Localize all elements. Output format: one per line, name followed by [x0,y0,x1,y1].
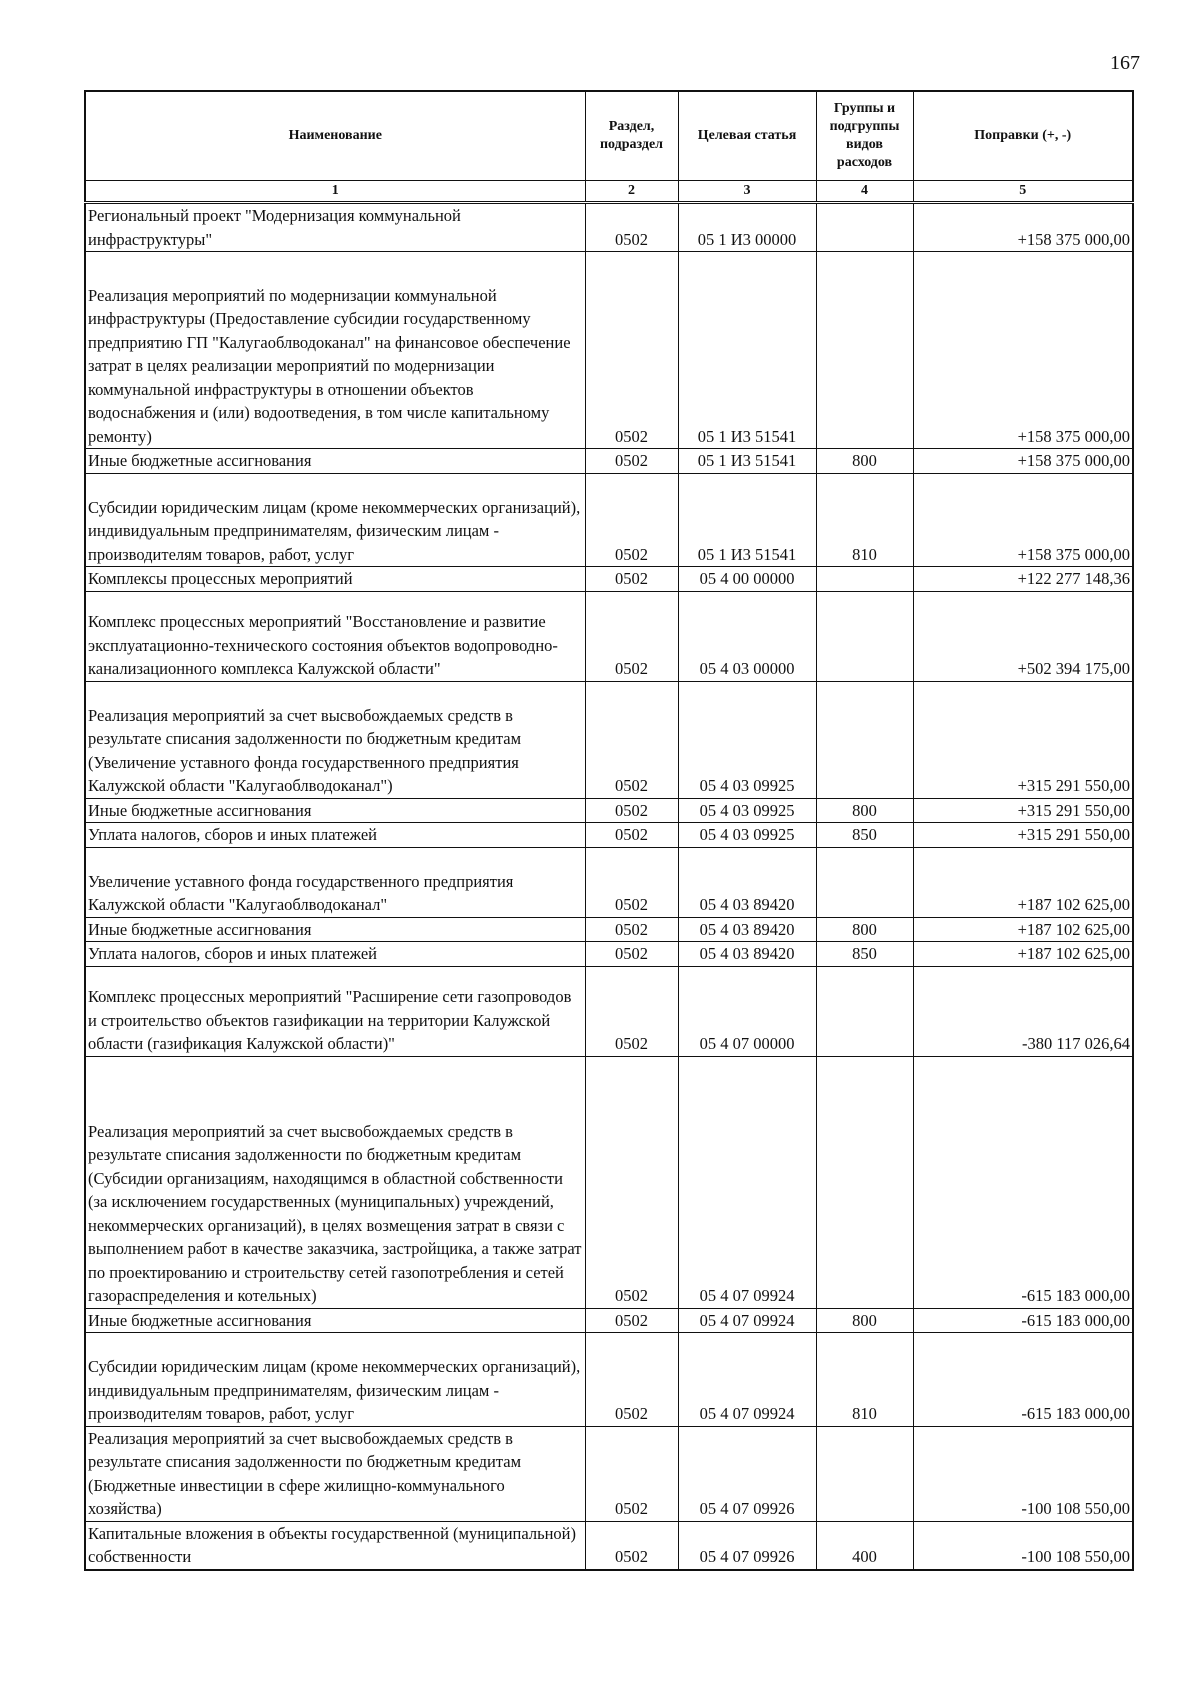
header-name: Наименование [85,91,585,181]
table-row [85,798,1133,823]
table-row [85,567,1133,592]
row-target: 05 4 03 00000 [678,591,816,681]
row-target: 05 1 И3 00000 [678,203,816,252]
table-body [85,203,1133,1570]
row-amount: +122 277 148,36 [913,567,1133,592]
row-target: 05 4 00 00000 [678,567,816,592]
row-group: 800 [816,798,913,823]
table-row [85,1308,1133,1333]
row-target: 05 4 03 09925 [678,823,816,848]
row-group [816,847,913,917]
column-number-row [85,181,1133,203]
row-name: Уплата налогов, сборов и иных платежей [85,942,585,967]
row-name: Субсидии юридическим лицам (кроме некоммерческих организаций), индивидуальным предпринимателям, физическим лицам - производителям товаров, работ, услуг [85,473,585,567]
row-amount: +315 291 550,00 [913,823,1133,848]
row-name: Реализация мероприятий за счет высвобождаемых средств в результате списания задолженности по бюджетным кредитам (Увеличение уставного фонда государственного предприятия Калужской области "Калугаоблводоканал") [85,681,585,798]
table-row [85,823,1133,848]
row-group [816,591,913,681]
row-name: Комплексы процессных мероприятий [85,567,585,592]
row-amount: -100 108 550,00 [913,1426,1133,1521]
row-amount: +187 102 625,00 [913,847,1133,917]
header-section: Раздел, подраздел [585,91,678,181]
page-number: 167 [1110,52,1140,74]
row-target: 05 4 07 09924 [678,1056,816,1308]
row-section: 0502 [585,917,678,942]
row-section: 0502 [585,847,678,917]
row-target: 05 4 03 89420 [678,942,816,967]
row-target: 05 4 03 89420 [678,917,816,942]
row-group: 400 [816,1521,913,1570]
row-section: 0502 [585,473,678,567]
row-section: 0502 [585,1333,678,1427]
row-amount: +315 291 550,00 [913,681,1133,798]
column-number: 3 [678,181,816,203]
row-name: Иные бюджетные ассигнования [85,1308,585,1333]
table-row [85,847,1133,917]
row-amount: +158 375 000,00 [913,473,1133,567]
row-amount: -615 183 000,00 [913,1056,1133,1308]
row-name: Региональный проект "Модернизация коммунальной инфраструктуры" [85,203,585,252]
row-target: 05 4 03 89420 [678,847,816,917]
row-amount: +187 102 625,00 [913,917,1133,942]
row-name: Иные бюджетные ассигнования [85,917,585,942]
row-target: 05 1 И3 51541 [678,252,816,449]
row-group [816,567,913,592]
row-amount: -380 117 026,64 [913,966,1133,1056]
row-amount: -615 183 000,00 [913,1333,1133,1427]
table-row [85,942,1133,967]
row-name: Иные бюджетные ассигнования [85,798,585,823]
header-amendments: Поправки (+, -) [913,91,1133,181]
row-group: 810 [816,473,913,567]
row-target: 05 4 07 09924 [678,1308,816,1333]
table-header-row [85,91,1133,181]
row-amount: +502 394 175,00 [913,591,1133,681]
table-row [85,1426,1133,1521]
column-number: 5 [913,181,1133,203]
row-name: Комплекс процессных мероприятий "Расширение сети газопроводов и строительство объектов газификации на территории Калужской области (газификация Калужской области)" [85,966,585,1056]
row-name: Увеличение уставного фонда государственного предприятия Калужской области "Калугаоблводоканал" [85,847,585,917]
table-row [85,1333,1133,1427]
row-section: 0502 [585,252,678,449]
row-name: Реализация мероприятий за счет высвобождаемых средств в результате списания задолженности по бюджетным кредитам (Субсидии организациям, находящимся в областной собственности (за исключением государственных (муниципальных) учреждений, некоммерческих организаций), в целях возмещения затрат в связи с выполнением работ в качестве заказчика, застройщика, а также затрат по проектированию и строительству сетей газопотребления и сетей газораспределения и котельных) [85,1056,585,1308]
table-row [85,681,1133,798]
row-section: 0502 [585,591,678,681]
column-number: 1 [85,181,585,203]
table-row [85,473,1133,567]
row-section: 0502 [585,942,678,967]
row-section: 0502 [585,567,678,592]
row-amount: -100 108 550,00 [913,1521,1133,1570]
row-group [816,252,913,449]
table-row [85,1056,1133,1308]
row-name: Реализация мероприятий по модернизации коммунальной инфраструктуры (Предоставление субсидии государственному предприятию ГП "Калугаоблводоканал" на финансовое обеспечение затрат в целях реализации мероприятий по модернизации коммунальной инфраструктуры в отношении объектов водоснабжения и (или) водоотведения, в том числе капитальному ремонту) [85,252,585,449]
row-target: 05 1 И3 51541 [678,449,816,474]
row-section: 0502 [585,1308,678,1333]
column-number: 2 [585,181,678,203]
row-amount: +158 375 000,00 [913,203,1133,252]
table-row [85,1521,1133,1570]
table-row [85,252,1133,449]
row-amount: +315 291 550,00 [913,798,1133,823]
row-target: 05 4 07 09926 [678,1521,816,1570]
table-row [85,917,1133,942]
row-group: 800 [816,1308,913,1333]
row-name: Капитальные вложения в объекты государственной (муниципальной) собственности [85,1521,585,1570]
row-name: Иные бюджетные ассигнования [85,449,585,474]
row-name: Субсидии юридическим лицам (кроме некоммерческих организаций), индивидуальным предпринимателям, физическим лицам - производителям товаров, работ, услуг [85,1333,585,1427]
row-group [816,681,913,798]
row-group [816,203,913,252]
row-amount: +158 375 000,00 [913,252,1133,449]
table-row [85,966,1133,1056]
row-target: 05 4 07 09926 [678,1426,816,1521]
row-group [816,1426,913,1521]
row-section: 0502 [585,449,678,474]
header-target: Целевая статья [678,91,816,181]
row-name: Реализация мероприятий за счет высвобождаемых средств в результате списания задолженности по бюджетным кредитам (Бюджетные инвестиции в сфере жилищно-коммунального хозяйства) [85,1426,585,1521]
row-section: 0502 [585,681,678,798]
row-amount: +187 102 625,00 [913,942,1133,967]
row-section: 0502 [585,966,678,1056]
row-name: Комплекс процессных мероприятий "Восстановление и развитие эксплуатационно-технического состояния объектов водопроводно-канализационного комплекса Калужской области" [85,591,585,681]
header-groups: Группы и подгруппы видов расходов [816,91,913,181]
row-target: 05 4 03 09925 [678,681,816,798]
row-target: 05 1 И3 51541 [678,473,816,567]
row-amount: +158 375 000,00 [913,449,1133,474]
budget-amendments-table [84,90,1134,1571]
row-section: 0502 [585,1426,678,1521]
table-row [85,449,1133,474]
row-group [816,1056,913,1308]
row-section: 0502 [585,1056,678,1308]
row-target: 05 4 07 00000 [678,966,816,1056]
row-group: 810 [816,1333,913,1427]
row-group: 850 [816,823,913,848]
row-section: 0502 [585,203,678,252]
column-number: 4 [816,181,913,203]
row-group: 850 [816,942,913,967]
row-target: 05 4 03 09925 [678,798,816,823]
table-row [85,591,1133,681]
row-section: 0502 [585,823,678,848]
row-group [816,966,913,1056]
row-amount: -615 183 000,00 [913,1308,1133,1333]
row-section: 0502 [585,798,678,823]
table-row [85,203,1133,252]
row-name: Уплата налогов, сборов и иных платежей [85,823,585,848]
row-target: 05 4 07 09924 [678,1333,816,1427]
row-group: 800 [816,917,913,942]
row-section: 0502 [585,1521,678,1570]
row-group: 800 [816,449,913,474]
